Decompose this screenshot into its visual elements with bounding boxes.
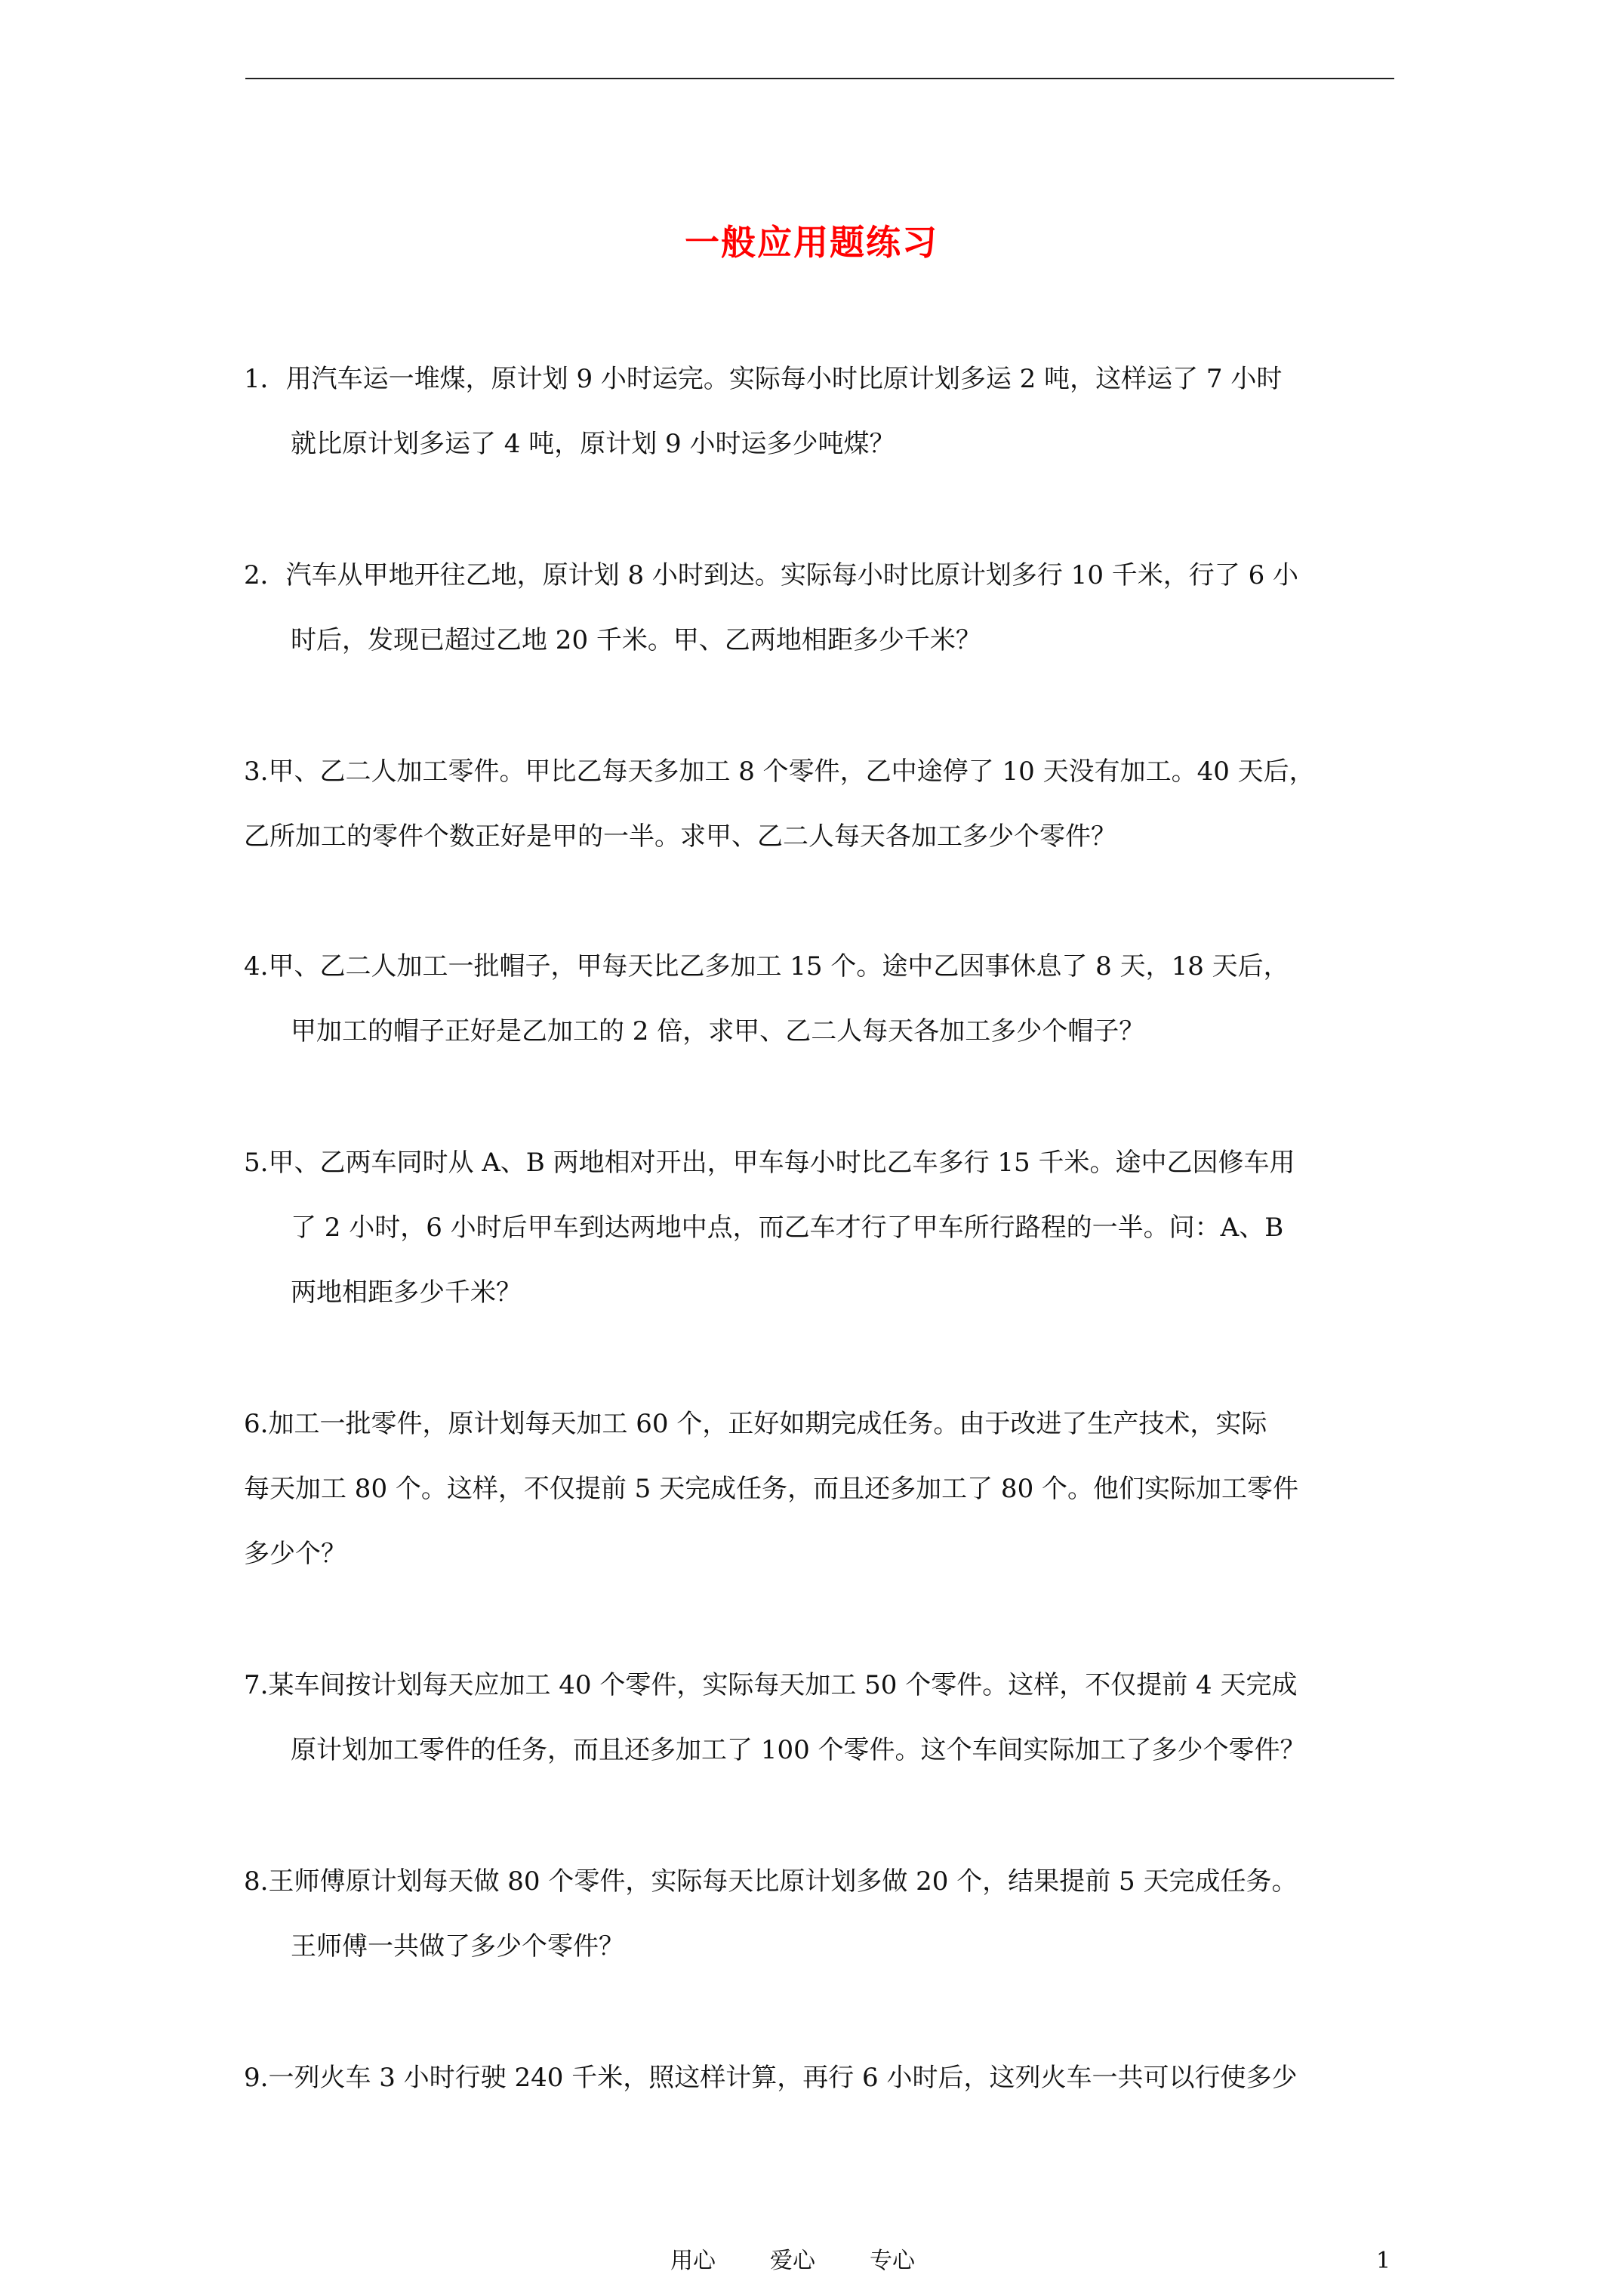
problem-line: 6.加工一批零件，原计划每天加工 60 个，正好如期完成任务。由于改进了生产技术，实际 xyxy=(244,1409,1267,1439)
problem-line: 时后，发现已超过乙地 20 千米。甲、乙两地相距多少千米？ xyxy=(291,625,981,655)
problem-line: 4.甲、乙二人加工一批帽子，甲每天比乙多加工 15 个。途中乙因事休息了 8 天，18 天后， xyxy=(244,951,1289,982)
footer-motto-3: 专心 xyxy=(870,2248,915,2274)
problem-line: 就比原计划多运了 4 吨，原计划 9 小时运多少吨煤？ xyxy=(291,429,895,459)
footer-motto-1: 用心 xyxy=(670,2248,716,2274)
problem-line: 甲加工的帽子正好是乙加工的 2 倍，求甲、乙二人每天各加工多少个帽子？ xyxy=(291,1016,1145,1046)
problem-line: 每天加工 80 个。这样，不仅提前 5 天完成任务，而且还多加工了 80 个。他们实际加工零件 xyxy=(244,1474,1299,1504)
problem-line: 两地相距多少千米？ xyxy=(291,1277,522,1308)
problem-line: 9.一列火车 3 小时行驶 240 千米，照这样计算，再行 6 小时后，这列火车一共可以行使多少 xyxy=(244,2063,1298,2093)
problem-line: 乙所加工的零件个数正好是甲的一半。求甲、乙二人每天各加工多少个零件？ xyxy=(244,821,1116,852)
header-rule xyxy=(245,78,1394,79)
page-title: 一般应用题练习 xyxy=(685,222,938,263)
problem-line: 2．汽车从甲地开往乙地，原计划 8 小时到达。实际每小时比原计划多行 10 千米，行了 6 小 xyxy=(244,560,1299,590)
problem-line: 了 2 小时，6 小时后甲车到达两地中点，而乙车才行了甲车所行路程的一半。问：A、B xyxy=(291,1213,1284,1243)
problem-line: 7.某车间按计划每天应加工 40 个零件，实际每天加工 50 个零件。这样，不仅提前 4 天完成 xyxy=(244,1670,1298,1700)
problem-line: 多少个？ xyxy=(244,1539,346,1569)
problem-line: 1．用汽车运一堆煤，原计划 9 小时运完。实际每小时比原计划多运 2 吨，这样运了 7 小时 xyxy=(244,364,1283,394)
footer-motto-2: 爱心 xyxy=(770,2248,815,2274)
problem-line: 原计划加工零件的任务，而且还多加工了 100 个零件。这个车间实际加工了多少个零件？ xyxy=(291,1735,1306,1765)
page-number: 1 xyxy=(1376,2248,1391,2274)
problem-line: 8.王师傅原计划每天做 80 个零件，实际每天比原计划多做 20 个，结果提前 5 天完成任务。 xyxy=(244,1866,1298,1897)
problem-line: 3.甲、乙二人加工零件。甲比乙每天多加工 8 个零件，乙中途停了 10 天没有加工。40 天后， xyxy=(244,757,1315,787)
problem-line: 王师傅一共做了多少个零件？ xyxy=(291,1931,624,1962)
problem-line: 5.甲、乙两车同时从 A、B 两地相对开出，甲车每小时比乙车多行 15 千米。途中乙因修车用 xyxy=(244,1148,1295,1178)
